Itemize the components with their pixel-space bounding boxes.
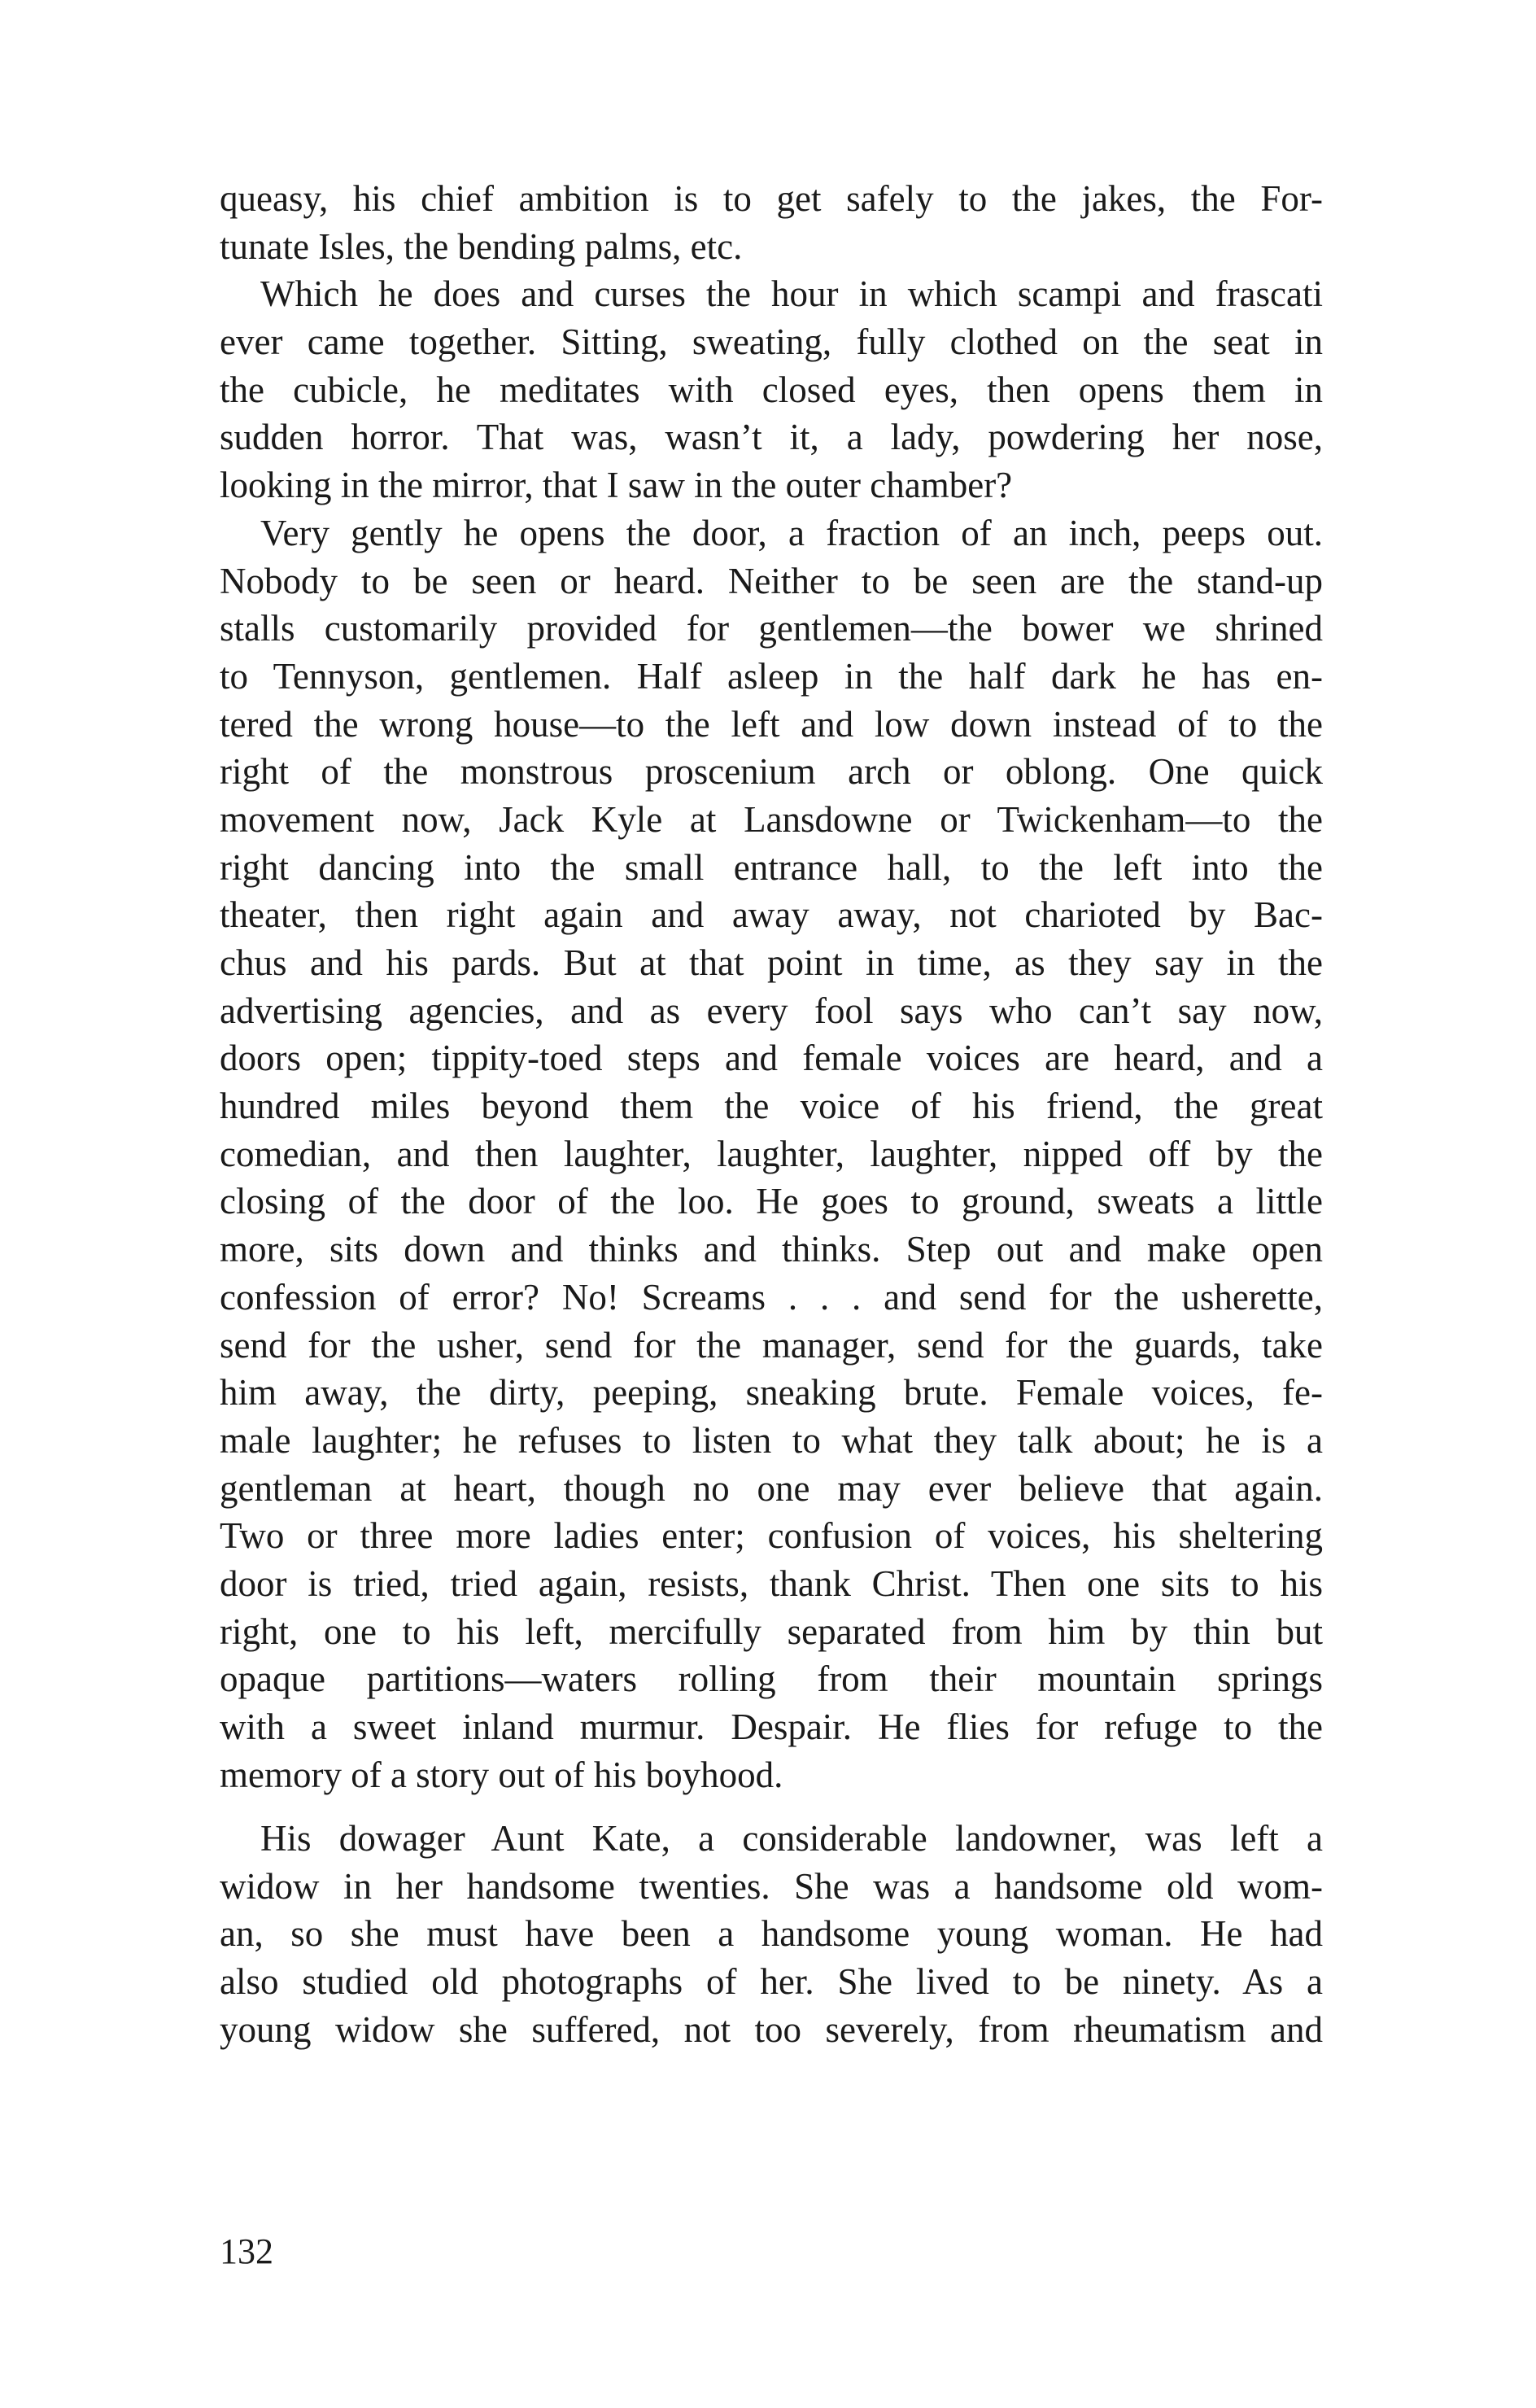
text-line: Very gently he opens the door, a fraction of an inch, peeps out. bbox=[260, 512, 1323, 553]
text-line: ever came together. Sitting, sweating, fully clothed on the seat in bbox=[220, 321, 1323, 363]
text-line: Two or three more ladies enter; confusion of voices, his sheltering bbox=[220, 1515, 1323, 1557]
text-line: right of the monstrous proscenium arch or oblong. One quick bbox=[220, 751, 1323, 793]
text-line: Nobody to be seen or heard. Neither to be seen are the stand-up bbox=[220, 560, 1323, 601]
text-line: gentleman at heart, though no one may ever believe that again. bbox=[220, 1467, 1323, 1509]
text-line: right, one to his left, mercifully separated from him by thin but bbox=[220, 1610, 1323, 1652]
text-line: also studied old photographs of her. She lived to be ninety. As a bbox=[220, 1961, 1323, 2003]
text-line: an, so she must have been a handsome young woman. He had bbox=[220, 1913, 1323, 1955]
text-line: sudden horror. That was, wasn’t it, a lady, powdering her nose, bbox=[220, 417, 1323, 458]
text-line: right dancing into the small entrance hall, to the left into the bbox=[220, 846, 1323, 888]
text-line: His dowager Aunt Kate, a considerable landowner, was left a bbox=[260, 1818, 1323, 1859]
text-line: male laughter; he refuses to listen to what they talk about; he is a bbox=[220, 1419, 1323, 1461]
text-line: widow in her handsome twenties. She was a handsome old wom- bbox=[220, 1865, 1323, 1907]
text-line: theater, then right again and away away, not charioted by Bac- bbox=[220, 894, 1323, 936]
text-line: closing of the door of the loo. He goes to ground, sweats a little bbox=[220, 1181, 1323, 1222]
text-line: looking in the mirror, that I saw in the outer chamber? bbox=[220, 465, 1013, 506]
text-line: him away, the dirty, peeping, sneaking brute. Female voices, fe- bbox=[220, 1372, 1323, 1414]
text-line: door is tried, tried again, resists, thank Christ. Then one sits to his bbox=[220, 1562, 1323, 1604]
main-text-block bbox=[220, 175, 1323, 1798]
second-text-block bbox=[220, 1815, 1323, 2053]
text-line: tered the wrong house—to the left and low down instead of to the bbox=[220, 703, 1323, 745]
text-line: tunate Isles, the bending palms, etc. bbox=[220, 225, 743, 267]
text-line: Which he does and curses the hour in which scampi and frascati bbox=[260, 273, 1323, 315]
text-line: chus and his pards. But at that point in time, as they say in the bbox=[220, 942, 1323, 983]
text-line: queasy, his chief ambition is to get safely to the jakes, the For- bbox=[220, 178, 1323, 219]
page-number: 132 bbox=[220, 2231, 273, 2271]
text-line: with a sweet inland murmur. Despair. He flies for refuge to the bbox=[220, 1707, 1323, 1747]
text-line: opaque partitions—waters rolling from their mountain springs bbox=[220, 1659, 1323, 1700]
text-line: stalls customarily provided for gentlemen—the bower we shrined bbox=[220, 608, 1323, 649]
text-line: confession of error? No! Screams . . . and send for the usherette, bbox=[220, 1276, 1323, 1318]
text-line: to Tennyson, gentlemen. Half asleep in the half dark he has en- bbox=[220, 655, 1323, 697]
text-line: movement now, Jack Kyle at Lansdowne or Twickenham—to the bbox=[220, 798, 1323, 840]
text-line: send for the usher, send for the manager, send for the guards, take bbox=[220, 1324, 1323, 1366]
text-line: young widow she suffered, not too severely, from rheumatism and bbox=[220, 2008, 1323, 2050]
text-line: advertising agencies, and as every fool says who can’t say now, bbox=[220, 990, 1323, 1031]
text-line: comedian, and then laughter, laughter, laughter, nipped off by the bbox=[220, 1133, 1323, 1174]
text-line: memory of a story out of his boyhood. bbox=[220, 1754, 783, 1795]
text-line: doors open; tippity-toed steps and female voices are heard, and a bbox=[220, 1038, 1323, 1079]
text-line: hundred miles beyond them the voice of his friend, the great bbox=[220, 1086, 1323, 1127]
text-line: more, sits down and thinks and thinks. Step out and make open bbox=[220, 1229, 1323, 1270]
text-line: the cubicle, he meditates with closed eyes, then opens them in bbox=[220, 369, 1323, 410]
